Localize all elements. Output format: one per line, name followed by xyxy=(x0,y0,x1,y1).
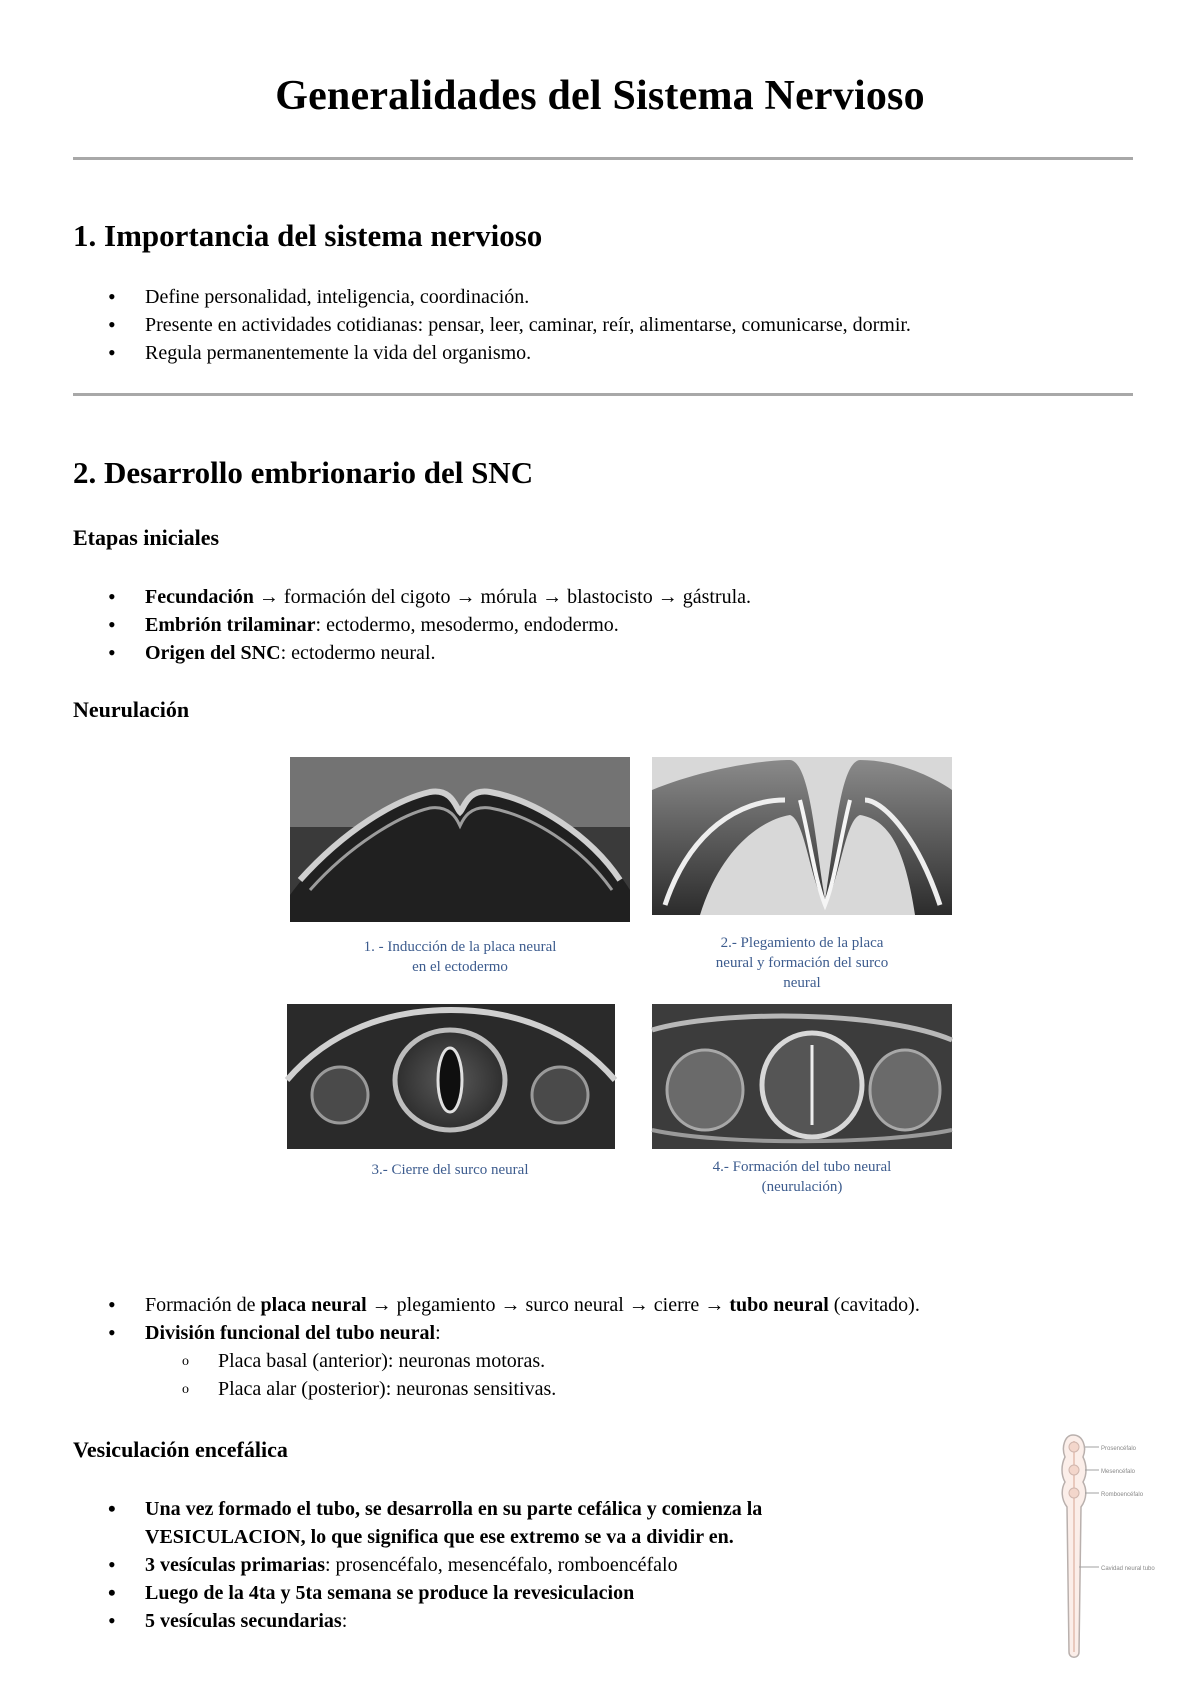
section-2-heading: 2. Desarrollo embrionario del SNC xyxy=(73,455,534,490)
sub-list xyxy=(145,1347,920,1403)
list-item: • Regula permanentemente la vida del organismo. xyxy=(73,339,911,367)
figure-caption-4: 4.- Formación del tubo neural (neurulación) xyxy=(712,1159,892,1195)
vesiculacion-list xyxy=(73,1495,933,1635)
list-item: • Define personalidad, inteligencia, coordinación. xyxy=(73,283,911,311)
sub-list-item: o Placa basal (anterior): neuronas motoras. xyxy=(72,1347,920,1375)
list-item: • Origen del SNC: ectodermo neural. xyxy=(73,639,751,667)
figure-caption-2: 2.- Plegamiento de la placa neural y formación del surco neural xyxy=(715,935,889,991)
list-item: • División funcional del tubo neural: o Placa basal (anterior): neuronas motoras. o Placa alar (posterior): neuronas sensitivas. xyxy=(73,1319,920,1403)
tube-label: Romboencéfalo xyxy=(1101,1492,1144,1498)
list-item: • 5 vesículas secundarias: xyxy=(73,1607,933,1635)
list-item: • Formación de placa neural → plegamiento → surco neural → cierre → tubo neural (cavitado). xyxy=(73,1291,920,1319)
tube-label: Mesencéfalo xyxy=(1101,1469,1136,1475)
micrograph-neural-tube xyxy=(652,1004,952,1149)
list-item: • Embrión trilaminar: ectodermo, mesodermo, endodermo. xyxy=(73,611,751,639)
list-item: • Presente en actividades cotidianas: pensar, leer, caminar, reír, alimentarse, comunicarse, dormir. xyxy=(73,311,911,339)
neural-tube-vesicles-diagram xyxy=(1055,1427,1190,1667)
micrograph-neural-plate xyxy=(290,757,630,922)
sub-list-item: o Placa alar (posterior): neuronas sensitivas. xyxy=(72,1375,920,1403)
subheading-vesiculacion: Vesiculación encefálica xyxy=(73,1437,288,1462)
list-item: • 3 vesículas primarias: prosencéfalo, mesencéfalo, romboencéfalo xyxy=(73,1551,933,1579)
tube-label: Prosencéfalo xyxy=(1101,1446,1137,1452)
subheading-neurulacion: Neurulación xyxy=(73,697,190,722)
tube-label: Cavidad neural tubo xyxy=(1101,1566,1155,1572)
section-1-heading: 1. Importancia del sistema nervioso xyxy=(73,218,543,253)
page-title: Generalidades del Sistema Nervioso xyxy=(275,73,925,119)
list-item: • Luego de la 4ta y 5ta semana se produce la revesiculacion xyxy=(73,1579,933,1607)
figure-caption-3: 3.- Cierre del surco neural xyxy=(371,1162,529,1178)
neurulacion-list xyxy=(73,1291,920,1403)
subheading-etapas: Etapas iniciales xyxy=(73,525,220,550)
list-item: • Fecundación → formación del cigoto → mórula → blastocisto → gástrula. xyxy=(73,583,751,611)
micrograph-neural-groove xyxy=(652,757,952,915)
micrograph-groove-closure xyxy=(287,1004,615,1149)
list-item: • Una vez formado el tubo, se desarrolla en su parte cefálica y comienza la VESICULACION, lo que significa que ese extremo se va a dividir en. xyxy=(73,1495,933,1551)
figure-caption-1: 1. - Inducción de la placa neural en el ectodermo xyxy=(363,939,557,975)
